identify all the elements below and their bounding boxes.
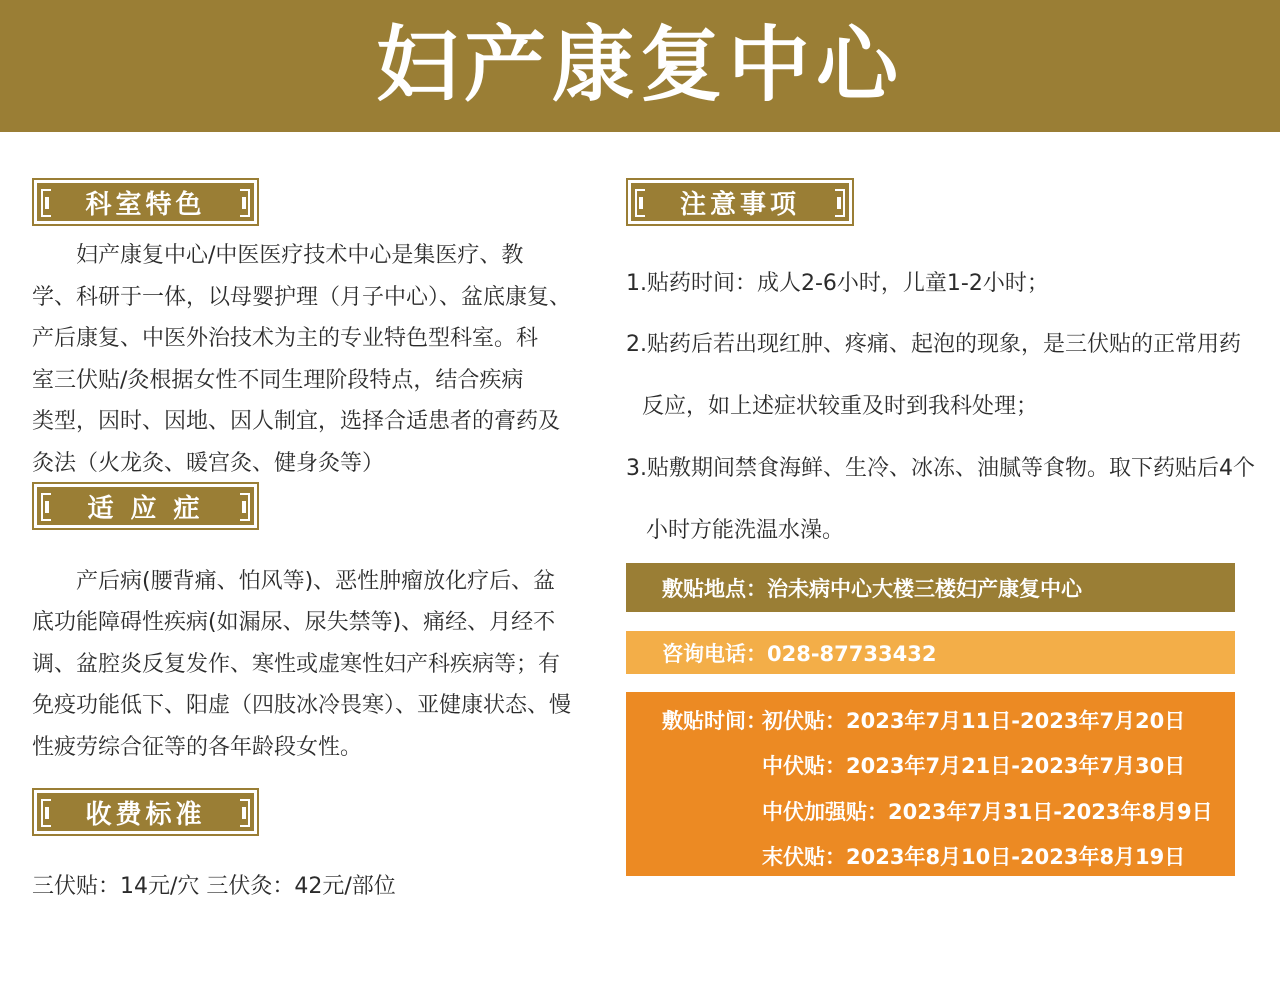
indications-line-1: 产后病(腰背痛、怕风等)、恶性肿瘤放化疗后、盆 (32, 569, 556, 594)
note-line-2: 2.贴药后若出现红肿、疼痛、起泡的现象，是三伏贴的正常用药 (626, 332, 1241, 357)
location-text: 敷贴地点：治未病中心大楼三楼妇产康复中心 (662, 576, 1082, 601)
ornament-icon (41, 189, 51, 217)
schedule-label: 敷贴时间： (662, 709, 767, 733)
features-line-6: 灸法（火龙灸、暖宫灸、健身灸等） (32, 451, 385, 476)
page-title: 妇产康复中心 (375, 18, 904, 113)
ornament-icon (41, 799, 51, 827)
note-line-3: 反应，如上述症状较重及时到我科处理； (642, 394, 1039, 419)
ornament-icon (240, 493, 250, 521)
schedule-item-3: 中伏加强贴：2023年7月31日-2023年8月9日 (762, 800, 1213, 824)
badge-fees (32, 788, 259, 836)
phone-text: 咨询电话：028-87733432 (662, 641, 937, 666)
badge-fees-inner (37, 793, 254, 831)
note-line-5: 小时方能洗温水澡。 (646, 518, 845, 543)
indications-line-4: 免疫功能低下、阳虚（四肢冰冷畏寒）、亚健康状态、慢 (32, 693, 572, 718)
header-banner (0, 0, 1280, 132)
ornament-icon (835, 189, 845, 217)
phone-bar (626, 631, 1235, 674)
indications-line-2: 底功能障碍性疾病(如漏尿、尿失禁等)、痛经、月经不 (32, 610, 556, 635)
schedule-item-1: 初伏贴：2023年7月11日-2023年7月20日 (762, 709, 1186, 733)
badge-notes (626, 178, 854, 226)
features-line-5: 类型，因时、因地、因人制宜，选择合适患者的膏药及 (32, 409, 561, 434)
fees-text: 三伏贴：14元/穴 三伏灸：42元/部位 (32, 874, 396, 899)
schedule-item-4: 末伏贴：2023年8月10日-2023年8月19日 (762, 845, 1186, 869)
badge-notes-inner (631, 183, 849, 221)
badge-indications-label: 适 应 症 (87, 493, 204, 524)
badge-indications-inner (37, 487, 254, 525)
features-line-3: 产后康复、中医外治技术为主的专业特色型科室。科 (32, 326, 539, 351)
indications-line-3: 调、盆腔炎反复发作、寒性或虚寒性妇产科疾病等；有 (32, 652, 561, 677)
location-bar (626, 563, 1235, 612)
schedule-item-2: 中伏贴：2023年7月21日-2023年7月30日 (762, 754, 1186, 778)
badge-fees-label: 收费标准 (85, 799, 206, 830)
features-line-4: 室三伏贴/灸根据女性不同生理阶段特点，结合疾病 (32, 368, 524, 393)
ornament-icon (240, 189, 250, 217)
note-line-1: 1.贴药时间：成人2-6小时，儿童1-2小时； (626, 271, 1049, 296)
badge-notes-label: 注意事项 (679, 189, 800, 220)
badge-indications (32, 482, 259, 530)
ornament-icon (240, 799, 250, 827)
note-line-4: 3.贴敷期间禁食海鲜、生冷、冰冻、油腻等食物。取下药贴后4个 (626, 456, 1255, 481)
ornament-icon (635, 189, 645, 217)
ornament-icon (41, 493, 51, 521)
schedule-box (626, 692, 1235, 876)
features-line-2: 学、科研于一体，以母婴护理（月子中心）、盆底康复、 (32, 285, 572, 310)
badge-features (32, 178, 259, 226)
indications-line-5: 性疲劳综合征等的各年龄段女性。 (32, 735, 363, 760)
badge-features-label: 科室特色 (85, 189, 206, 220)
features-line-1: 妇产康复中心/中医医疗技术中心是集医疗、教 (32, 243, 524, 268)
badge-features-inner (37, 183, 254, 221)
